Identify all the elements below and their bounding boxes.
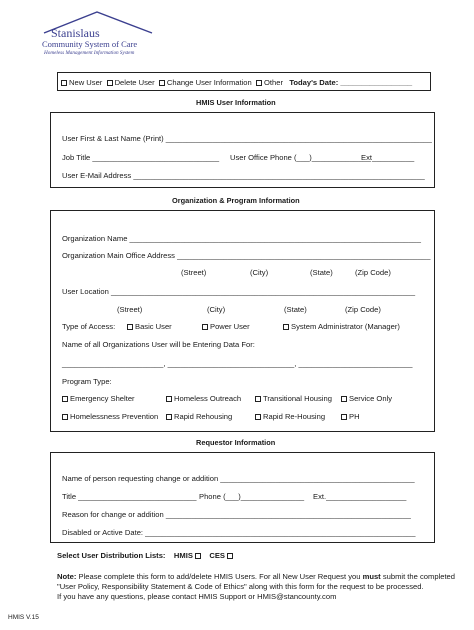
user-name-field[interactable]: User First & Last Name (Print) _______________________________________________________________ [62, 134, 432, 143]
main-office-city-label: (City) [250, 268, 269, 277]
rapid-re-housing-checkbox[interactable] [255, 414, 261, 420]
logo-tagline: Homeless Management Information System [44, 50, 135, 56]
all-orgs-field[interactable]: ________________________, ______________________________, ___________________________ [62, 359, 413, 368]
rapid-rehousing-label: Rapid Rehousing [174, 412, 233, 421]
power-user-option[interactable] [202, 322, 250, 331]
delete-user-option[interactable] [107, 78, 155, 87]
location-street-label: (Street) [117, 305, 143, 314]
office-phone-field[interactable]: User Office Phone (___)______________ [230, 153, 371, 162]
note-line-2: "User Policy, Responsibility Statement & Code of Ethics" along with this form for the request to be processed. [57, 582, 424, 591]
org-section-title: Organization & Program Information [172, 196, 300, 205]
change-user-checkbox[interactable] [159, 80, 165, 86]
power-user-label: Power User [210, 322, 250, 331]
rapid-rehousing-option[interactable] [166, 412, 232, 421]
service-only-option[interactable] [341, 394, 392, 403]
other-checkbox[interactable] [256, 80, 262, 86]
homelessness-prevention-label: Homelessness Prevention [70, 412, 159, 421]
basic-user-option[interactable] [127, 322, 172, 331]
delete-user-label: Delete User [114, 78, 155, 87]
logo-subtitle: Community System of Care [42, 39, 138, 49]
homeless-outreach-option[interactable] [166, 394, 241, 403]
basic-user-label: Basic User [135, 322, 172, 331]
hmis-user-section-title: HMIS User Information [196, 98, 276, 107]
new-user-label: New User [69, 78, 103, 87]
new-user-option[interactable] [61, 78, 102, 87]
requestor-phone-label: Phone (___) [199, 492, 241, 501]
job-title-field[interactable]: Job Title ______________________________ [62, 153, 220, 162]
requestor-phone-blank: _______________ [240, 492, 305, 501]
request-type-row [61, 78, 412, 87]
note-line-1 [57, 572, 455, 581]
org-name-field[interactable]: Organization Name _____________________________________________________________________ [62, 234, 421, 243]
office-ext-field[interactable]: Ext__________ [361, 153, 415, 162]
sys-admin-checkbox[interactable] [283, 324, 289, 330]
main-office-field[interactable]: Organization Main Office Address ____________________________________________________________ [62, 251, 431, 260]
ces-list-checkbox[interactable] [227, 553, 233, 559]
ph-label: PH [349, 412, 360, 421]
homeless-outreach-label: Homeless Outreach [174, 394, 242, 403]
location-state-label: (State) [284, 305, 307, 314]
hmis-list-checkbox[interactable] [195, 553, 201, 559]
change-user-option[interactable] [159, 78, 252, 87]
main-office-street-label: (Street) [181, 268, 207, 277]
emergency-shelter-option[interactable] [62, 394, 135, 403]
service-only-label: Service Only [349, 394, 393, 403]
reason-field[interactable]: Reason for change or addition __________________________________________________________ [62, 510, 411, 519]
transitional-housing-option[interactable] [255, 394, 332, 403]
all-orgs-label: Name of all Organizations User will be Entering Data For: [62, 340, 255, 349]
homeless-outreach-checkbox[interactable] [166, 396, 172, 402]
disabled-active-date-field[interactable]: Disabled or Active Date: ________________________________________________________________ [62, 528, 416, 537]
service-only-checkbox[interactable] [341, 396, 347, 402]
delete-user-checkbox[interactable] [107, 80, 113, 86]
rapid-re-housing-label: Rapid Re-Housing [263, 412, 326, 421]
note-line-3: If you have any questions, please contact HMIS Support or HMIS@stancounty.com [57, 592, 337, 601]
basic-user-checkbox[interactable] [127, 324, 133, 330]
todays-date-field[interactable]: Today's Date: _________________ [289, 78, 413, 87]
location-city-label: (City) [207, 305, 226, 314]
note-text-b: submit the completed [380, 572, 456, 581]
ph-option[interactable] [341, 412, 360, 421]
distribution-row [57, 551, 235, 560]
user-email-field[interactable]: User E-Mail Address _____________________________________________________________________ [62, 171, 425, 180]
homelessness-prevention-option[interactable] [62, 412, 158, 421]
rapid-rehousing-checkbox[interactable] [166, 414, 172, 420]
transitional-housing-checkbox[interactable] [255, 396, 261, 402]
other-label: Other [263, 78, 283, 87]
requestor-name-field[interactable]: Name of person requesting change or addition ______________________________________________ [62, 474, 415, 483]
sys-admin-label: System Administrator (Manager) [291, 322, 400, 331]
transitional-housing-label: Transitional Housing [263, 394, 332, 403]
new-user-checkbox[interactable] [61, 80, 67, 86]
user-location-field[interactable]: User Location ________________________________________________________________________ [62, 287, 416, 296]
logo-name: Stanislaus [51, 26, 100, 40]
hmis-list-label: HMIS [173, 551, 193, 560]
ph-checkbox[interactable] [341, 414, 347, 420]
distribution-label: Select User Distribution Lists: [57, 551, 166, 560]
main-office-state-label: (State) [310, 268, 333, 277]
sys-admin-option[interactable] [283, 322, 400, 331]
type-of-access-label: Type of Access: [62, 322, 116, 331]
requestor-phone-field[interactable] [199, 492, 304, 501]
emergency-shelter-checkbox[interactable] [62, 396, 68, 402]
change-user-label: Change User Information [166, 78, 252, 87]
requestor-section-title: Requestor Information [196, 438, 276, 447]
ces-list-label: CES [209, 551, 225, 560]
note-must: must [362, 572, 381, 581]
emergency-shelter-label: Emergency Shelter [70, 394, 135, 403]
requestor-ext-field[interactable]: Ext.___________________ [313, 492, 407, 501]
form-version: HMIS V.15 [8, 614, 39, 621]
other-option[interactable] [256, 78, 283, 87]
requestor-title-field[interactable]: Title ____________________________ [62, 492, 197, 501]
note-text-a: Please complete this form to add/delete HMIS Users. For all New User Request you [76, 572, 363, 581]
program-type-label: Program Type: [62, 377, 112, 386]
power-user-checkbox[interactable] [202, 324, 208, 330]
main-office-zip-label: (Zip Code) [355, 268, 391, 277]
location-zip-label: (Zip Code) [345, 305, 381, 314]
rapid-re-housing-option[interactable] [255, 412, 325, 421]
homelessness-prevention-checkbox[interactable] [62, 414, 68, 420]
note-label: Note: [57, 572, 77, 581]
